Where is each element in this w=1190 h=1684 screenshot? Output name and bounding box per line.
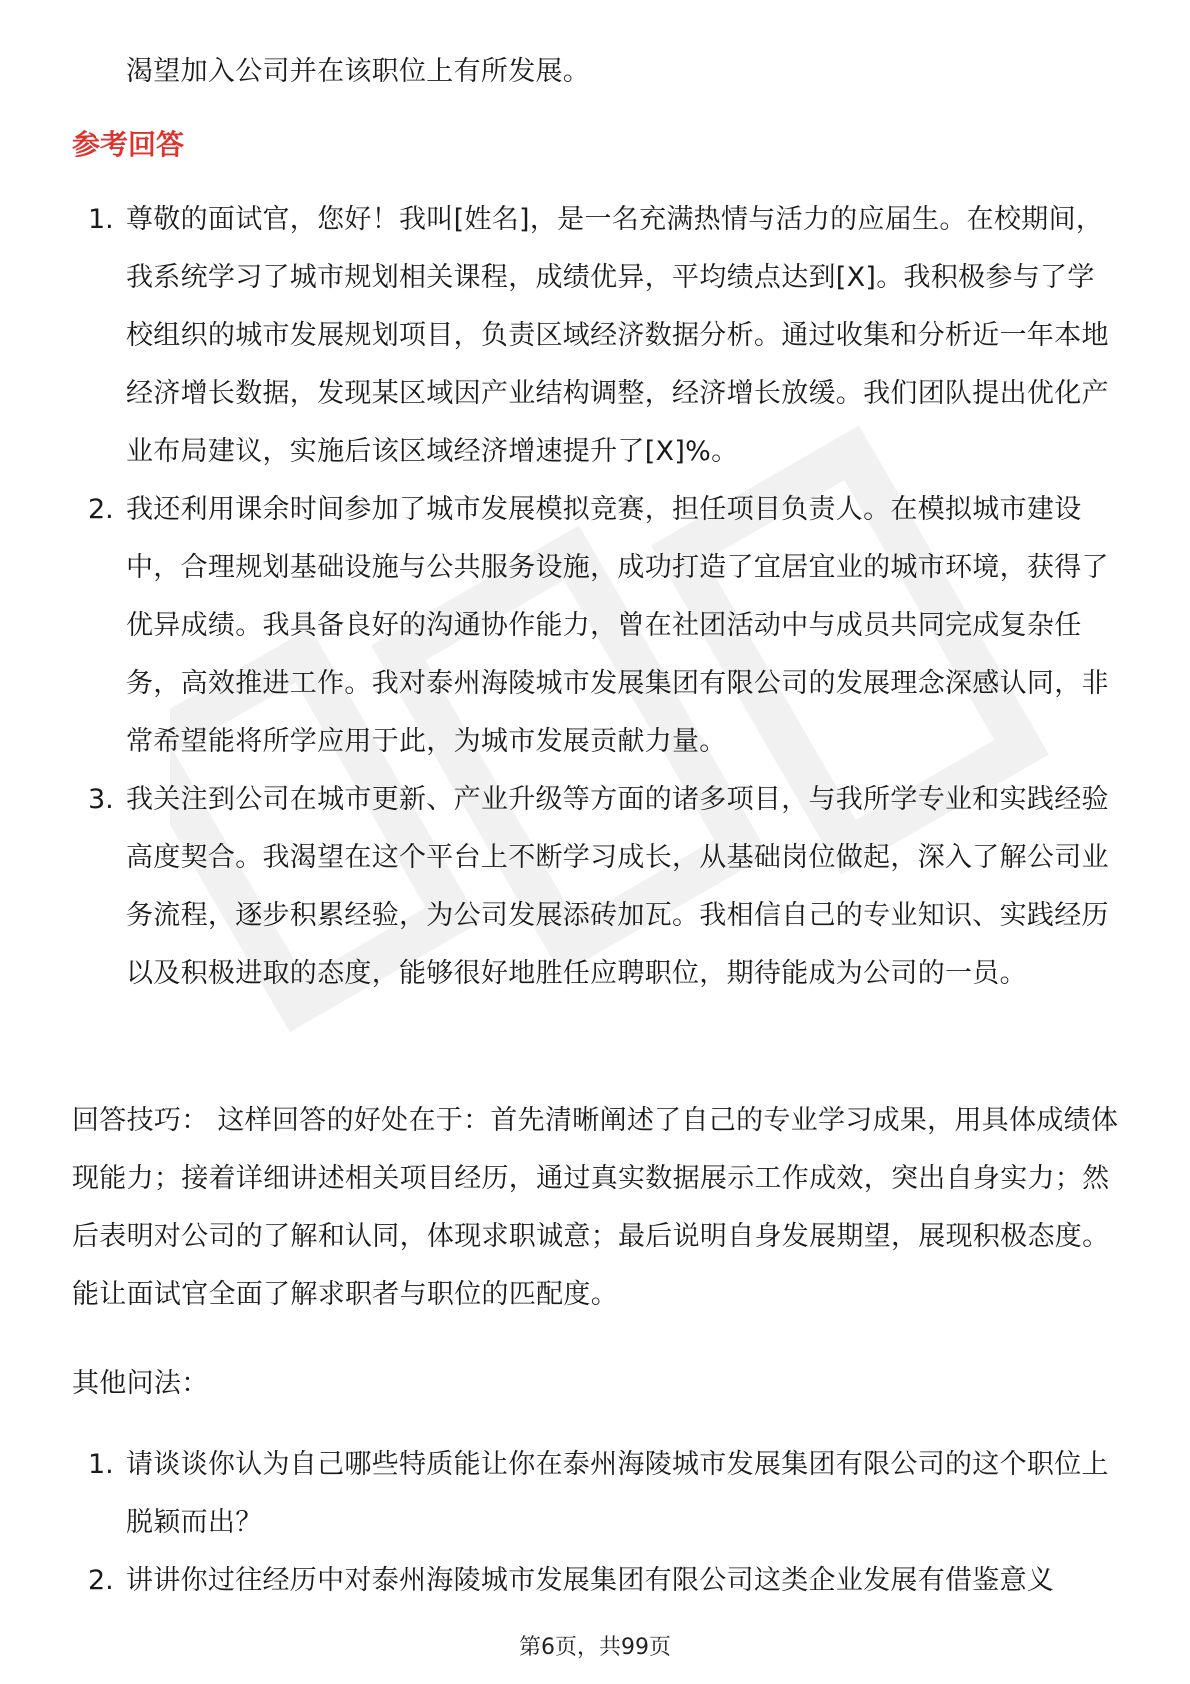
list-item	[80, 1552, 1120, 1610]
list-item-text: 尊敬的面试官，您好！我叫[姓名]，是一名充满热情与活力的应届生。在校期间，我系统学习了城市规划相关课程，成绩优异，平均绩点达到[X]。我积极参与了学校组织的城市发展规划项目，负责区域经济数据分析。通过收集和分析近一年本地经济增长数据，发现某区域因产业结构调整，经济增长放缓。我们团队提出优化产业布局建议，实施后该区域经济增速提升了[X]%。	[126, 204, 1109, 467]
list-item	[80, 481, 1120, 771]
list-item-number: 2.	[88, 1565, 114, 1596]
reference-answer-list	[80, 191, 1120, 1003]
list-item-number: 1.	[88, 1449, 114, 1480]
list-item-number: 3.	[88, 784, 114, 815]
list-item	[80, 191, 1120, 481]
intro-tail-text: 渴望加入公司并在该职位上有所发展。	[126, 56, 591, 87]
list-item-text: 我还利用课余时间参加了城市发展模拟竞赛，担任项目负责人。在模拟城市建设中，合理规划基础设施与公共服务设施，成功打造了宜居宜业的城市环境，获得了优异成绩。我具备良好的沟通协作能力，曾在社团活动中与成员共同完成复杂任务，高效推进工作。我对泰州海陵城市发展集团有限公司的发展理念深感认同，非常希望能将所学应用于此，为城市发展贡献力量。	[126, 494, 1109, 757]
list-item-text: 我关注到公司在城市更新、产业升级等方面的诸多项目，与我所学专业和实践经验高度契合。我渴望在这个平台上不断学习成长，从基础岗位做起，深入了解公司业务流程，逐步积累经验，为公司发展添砖加瓦。我相信自己的专业知识、实践经历以及积极进取的态度，能够很好地胜任应聘职位，期待能成为公司的一员。	[126, 784, 1109, 989]
list-item-text: 请谈谈你认为自己哪些特质能让你在泰州海陵城市发展集团有限公司的这个职位上脱颖而出？	[126, 1449, 1109, 1538]
other-questions-heading: 其他问法：	[72, 1368, 209, 1399]
list-item-number: 2.	[88, 494, 114, 525]
list-item	[80, 1436, 1120, 1552]
list-item-number: 1.	[88, 204, 114, 235]
list-item-text: 讲讲你过往经历中对泰州海陵城市发展集团有限公司这类企业发展有借鉴意义	[126, 1565, 1055, 1596]
answer-tips-paragraph: 回答技巧： 这样回答的好处在于：首先清晰阐述了自己的专业学习成果，用具体成绩体现能力；接着详细讲述相关项目经历，通过真实数据展示工作成效，突出自身实力；然后表明对公司的了解和认同，体现求职诚意；最后说明自身发展期望，展现积极态度。能让面试官全面了解求职者与职位的匹配度。	[72, 1105, 1119, 1310]
page-number-footer: 第6页，共99页	[519, 1635, 671, 1660]
reference-answer-heading: 参考回答	[72, 128, 185, 161]
other-questions-list	[80, 1436, 1120, 1610]
list-item	[80, 771, 1120, 1003]
